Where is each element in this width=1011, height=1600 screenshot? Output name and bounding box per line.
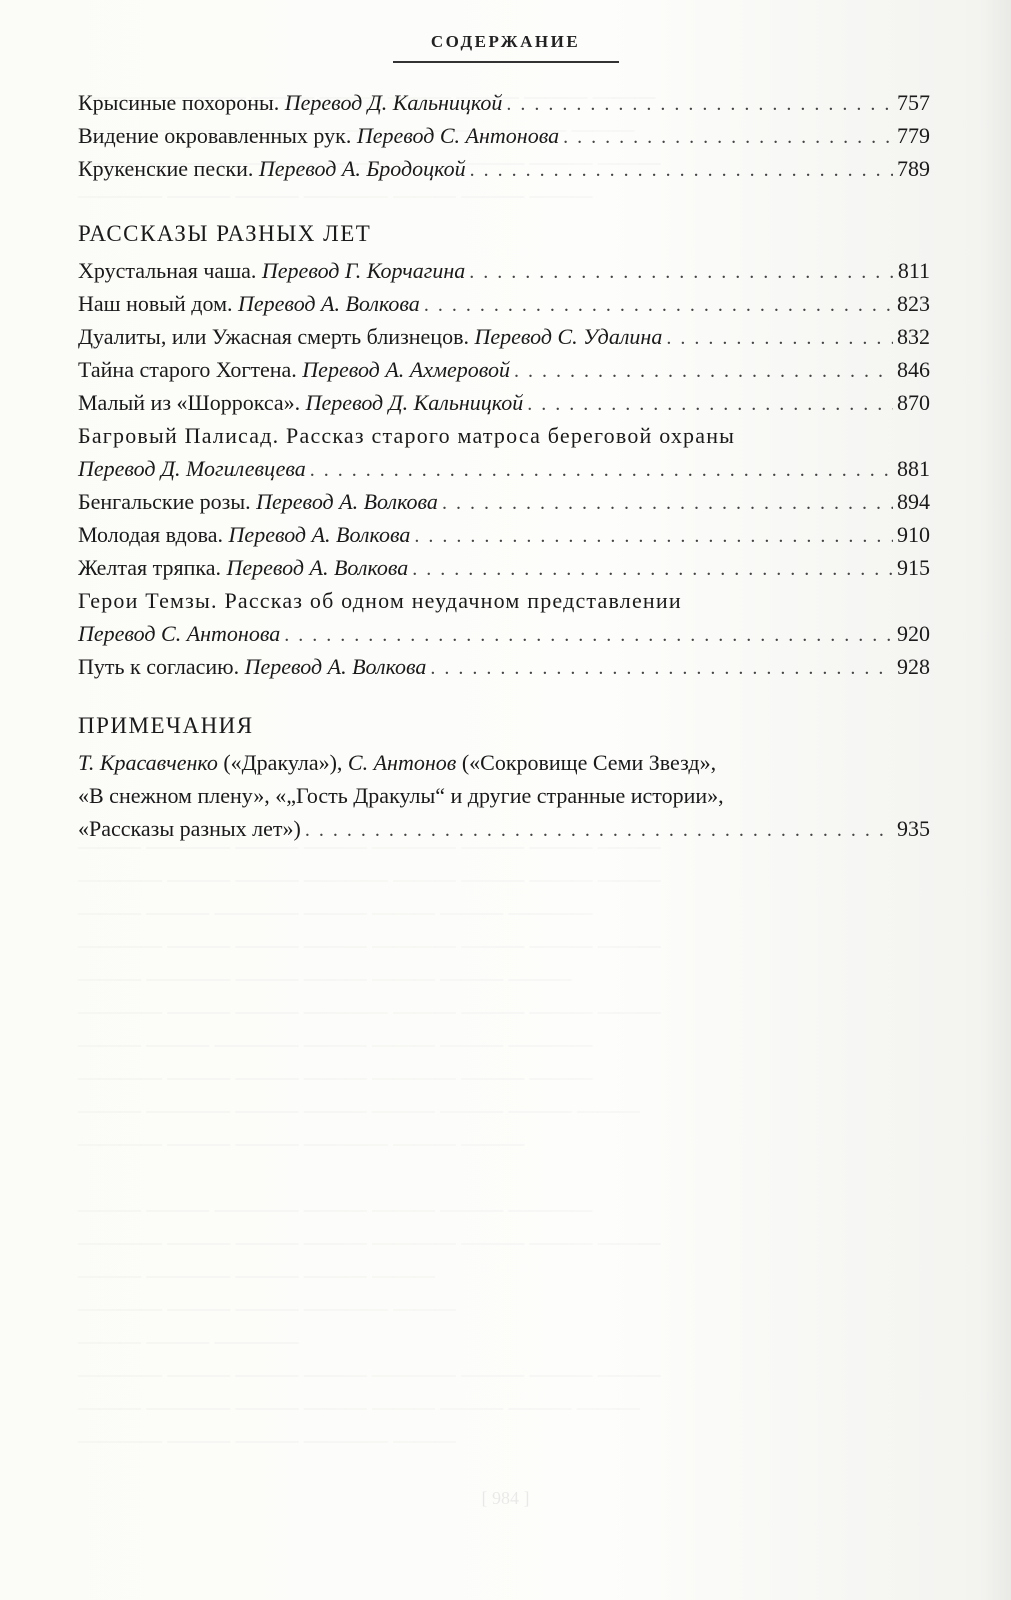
translator: Перевод А. Волкова: [244, 654, 427, 679]
toc-entry: [78, 485, 930, 518]
toc-entry-text: [78, 353, 510, 386]
page-number: 846: [897, 357, 930, 382]
story-title: Бенгальские розы.: [78, 489, 257, 514]
toc-entry-text: [78, 86, 502, 119]
toc-group-1: [78, 86, 930, 185]
toc-entry: [78, 353, 930, 386]
page-number: 928: [897, 654, 930, 679]
translator: Перевод С. Антонова: [78, 621, 281, 646]
toc-entry: [78, 452, 930, 485]
dot-leader: [310, 454, 893, 487]
toc-entry: [78, 86, 930, 119]
notes-author: Т. Красавченко: [78, 750, 218, 775]
toc-entry-text: [78, 518, 410, 551]
notes-text: «Рассказы разных лет»): [78, 816, 301, 841]
translator: Перевод Д. Кальницкой: [305, 390, 524, 415]
toc-header: [0, 32, 1011, 63]
page-number: 789: [897, 156, 930, 181]
title-underline: [393, 61, 619, 63]
story-title-long: Герои Темзы. Рассказ об одном неудачном представлении: [78, 588, 682, 613]
story-title: Крукенские пески.: [78, 156, 259, 181]
toc-entry-text: [78, 152, 466, 185]
toc-entry: [78, 617, 930, 650]
translator: Перевод С. Удалина: [474, 324, 663, 349]
toc-entry: [78, 152, 930, 185]
dot-leader: [666, 322, 893, 355]
dot-leader: [424, 289, 893, 322]
page-number: 823: [897, 291, 930, 316]
story-title: Путь к согласию.: [78, 654, 245, 679]
dot-leader: [305, 814, 893, 847]
toc-entry: [78, 386, 930, 419]
toc-entry: [78, 551, 930, 584]
toc-entry-text: [78, 485, 438, 518]
translator: Перевод А. Волкова: [228, 522, 411, 547]
dot-leader: [470, 154, 893, 187]
dot-leader: [469, 256, 894, 289]
page-number: 779: [897, 123, 930, 148]
toc-entry: [78, 254, 930, 287]
dot-leader: [514, 355, 893, 388]
page-number: 757: [897, 90, 930, 115]
page-number: 870: [897, 390, 930, 415]
page-number: 881: [897, 456, 930, 481]
story-title: Желтая тряпка.: [78, 555, 227, 580]
translator: Перевод А. Волкова: [238, 291, 420, 316]
translator: Перевод Д. Могилевцева: [78, 456, 306, 481]
page-number: 920: [897, 621, 930, 646]
page-title: СОДЕРЖАНИЕ: [430, 32, 581, 51]
toc-entry-text: [78, 287, 420, 320]
story-title: Видение окровавленных рук.: [78, 123, 357, 148]
toc-entry: [78, 812, 930, 845]
translator: Перевод Д. Кальницкой: [284, 90, 503, 115]
section-heading: РАССКАЗЫ РАЗНЫХ ЛЕТ: [78, 221, 372, 246]
story-title-long: Багровый Палисад. Рассказ старого матроса береговой охраны: [78, 423, 736, 448]
page-number: 811: [897, 258, 930, 283]
section-heading: ПРИМЕЧАНИЯ: [78, 713, 254, 738]
notes-line: [78, 746, 930, 779]
page-number: 832: [897, 324, 930, 349]
notes-author: С. Антонов: [347, 750, 457, 775]
toc-entry-text: [78, 386, 523, 419]
translator: Перевод Г. Корчагина: [261, 258, 466, 283]
page-number: 910: [897, 522, 930, 547]
translator: Перевод А. Ахмеровой: [302, 357, 511, 382]
notes-text: («Дракула»),: [217, 750, 348, 775]
dot-leader: [430, 652, 893, 685]
translator: Перевод А. Волкова: [256, 489, 438, 514]
story-title: Хрустальная чаша.: [78, 258, 262, 283]
translator: Перевод А. Волкова: [226, 555, 409, 580]
translator: Перевод С. Антонова: [356, 123, 560, 148]
dot-leader: [412, 553, 893, 586]
bleed-through-page-number: [ 984 ]: [481, 1488, 530, 1508]
bleed-through-texture: [78, 830, 931, 1457]
story-title: Малый из «Шоррокса».: [78, 390, 306, 415]
story-title: Крысиные похороны.: [78, 90, 285, 115]
toc-entry: [78, 119, 930, 152]
translator: Перевод А. Бродоцкой: [258, 156, 466, 181]
toc-entry-text: [78, 650, 426, 683]
toc-entry: [78, 518, 930, 551]
toc-entry: [78, 650, 930, 683]
notes-text: («Сокровище Семи Звезд»,: [456, 750, 717, 775]
page-number: 915: [897, 555, 930, 580]
dot-leader: [563, 121, 893, 154]
story-title: Молодая вдова.: [78, 522, 229, 547]
toc-entry-text: [78, 320, 662, 353]
toc-entry: [78, 287, 930, 320]
toc-section-rasskazy: [78, 206, 930, 683]
dot-leader: [527, 388, 893, 421]
page-number: 894: [897, 489, 930, 514]
dot-leader: [442, 487, 893, 520]
story-title: Тайна старого Хогтена.: [78, 357, 303, 382]
toc-entry-text: [78, 119, 559, 152]
dot-leader: [414, 520, 893, 553]
dot-leader: [284, 619, 893, 652]
toc-entry: [78, 320, 930, 353]
toc-entry-text: [78, 551, 408, 584]
toc-entry-text: [78, 254, 465, 287]
toc-section-notes: [78, 698, 930, 845]
notes-line: «В снежном плену», «„Гость Дракулы“ и другие странные истории»,: [78, 783, 724, 808]
dot-leader: [506, 88, 893, 121]
story-title: Наш новый дом.: [78, 291, 239, 316]
page-number: 935: [897, 816, 930, 841]
story-title: Дуалиты, или Ужасная смерть близнецов.: [78, 324, 475, 349]
